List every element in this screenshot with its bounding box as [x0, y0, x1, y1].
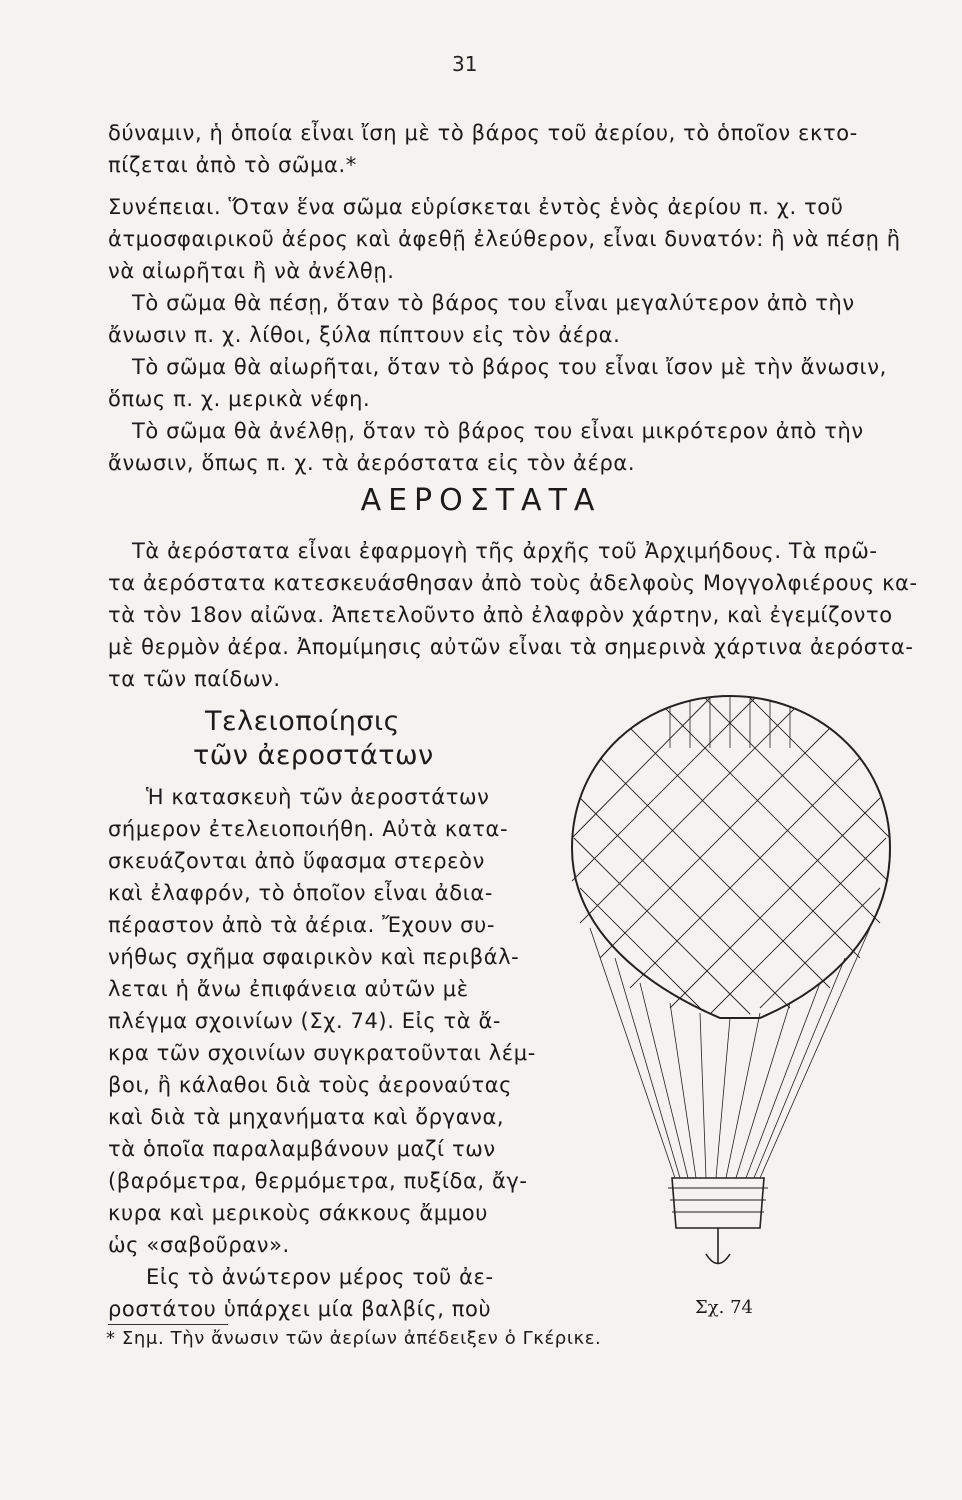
text-line: (βαρόμετρα, θερμόμετρα, πυξίδα, ἄγ- [108, 1169, 528, 1193]
balloon-illustration [560, 688, 900, 1288]
text-line: δύναμιν, ἡ ὁποία εἶναι ἴση μὲ τὸ βάρος τοῦ ἀερίου, τὸ ὁποῖον εκτο- [108, 121, 858, 145]
footnote-divider [108, 1324, 228, 1325]
text-line: νὰ αἰωρῆται ἢ νὰ ἀνέλθῃ. [108, 259, 395, 283]
text-line: ἄνωσιν, ὅπως π. χ. τὰ ἀερόστατα εἰς τὸν ἀέρα. [108, 451, 636, 475]
text-line: καὶ διὰ τὰ μηχανήματα καὶ ὄργανα, [108, 1105, 505, 1129]
text-line: Τὸ σῶμα θὰ ἀνέλθῃ, ὅταν τὸ βάρος του εἶναι μικρότερον ἀπὸ τὴν [132, 419, 864, 443]
text-line: Συνέπειαι. Ὅταν ἕνα σῶμα εὑρίσκεται ἐντὸς ἑνὸς ἀερίου π. χ. τοῦ [108, 195, 844, 219]
text-line: Εἰς τὸ ἀνώτερον μέρος τοῦ ἀε- [146, 1265, 494, 1289]
section-title: ΑΕΡΟΣΤΑΤΑ [360, 483, 602, 518]
text-line: τα ἀερόστατα κατεσκευάσθησαν ἀπὸ τοὺς ἀδελφοὺς Μογγολφιέρους κα- [108, 571, 918, 595]
text-line: νήθως σχῆμα σφαιρικὸν καὶ περιβάλ- [108, 945, 520, 969]
text-line: σήμερον ἐτελειοποιήθη. Αὐτὰ κατα- [108, 817, 509, 841]
text-line: τα τῶν παίδων. [108, 667, 281, 691]
text-line: τὰ τὸν 18ον αἰῶνα. Ἀπετελοῦντο ἀπὸ ἐλαφρὸν χάρτην, καὶ ἐγεμίζοντο [108, 603, 893, 627]
text-line: Τὸ σῶμα θὰ πέσῃ, ὅταν τὸ βάρος του εἶναι μεγαλύτερον ἀπὸ τὴν [132, 291, 855, 315]
text-line: βοι, ἢ κάλαθοι διὰ τοὺς ἀεροναύτας [108, 1073, 513, 1097]
text-line: ὅπως π. χ. μερικὰ νέφη. [108, 387, 371, 411]
text-line: κυρα καὶ μερικοὺς σάκκους ἄμμου [108, 1201, 488, 1225]
text-line: μὲ θερμὸν ἀέρα. Ἀπομίμησις αὐτῶν εἶναι τὰ σημερινὰ χάρτινα ἀερόστα- [108, 635, 914, 659]
text-line: πέραστον ἀπὸ τὰ ἀέρια. Ἔχουν συ- [108, 913, 496, 937]
subheading-line-2: τῶν ἀεροστάτων [193, 740, 434, 771]
text-line: Τὸ σῶμα θὰ αἰωρῆται, ὅταν τὸ βάρος του εἶναι ἴσον μὲ τὴν ἄνωσιν, [132, 355, 887, 379]
text-line: τὰ ὁποῖα παραλαμβάνουν μαζί των [108, 1137, 496, 1161]
text-line: λεται ἡ ἄνω ἐπιφάνεια αὐτῶν μὲ [108, 977, 469, 1001]
text-line: Τὰ ἀερόστατα εἶναι ἐφαρμογὴ τῆς ἀρχῆς τοῦ Ἀρχιμήδους. Τὰ πρῶ- [132, 539, 878, 563]
footnote: * Σημ. Τὴν ἄνωσιν τῶν ἀερίων ἀπέδειξεν ὁ Γκέρικε. [106, 1328, 602, 1349]
text-line: κρα τῶν σχοινίων συγκρατοῦνται λέμ- [108, 1041, 536, 1065]
text-line: ροστάτου ὑπάρχει μία βαλβίς, ποὺ [108, 1297, 492, 1321]
text-line: ἄνωσιν π. χ. λίθοι, ξύλα πίπτουν εἰς τὸν ἀέρα. [108, 323, 621, 347]
text-line: ὡς «σαβοῦραν». [108, 1233, 290, 1257]
text-line: πλέγμα σχοινίων (Σχ. 74). Εἰς τὰ ἄ- [108, 1009, 502, 1033]
text-line: ἀτμοσφαιρικοῦ ἀέρος καὶ ἀφεθῇ ἐλεύθερον, εἶναι δυνατόν: ἢ νὰ πέσῃ ἢ [108, 227, 901, 251]
text-line: πίζεται ἀπὸ τὸ σῶμα.* [108, 153, 357, 177]
text-line: σκευάζονται ἀπὸ ὕφασμα στερεὸν [108, 849, 485, 873]
page-number: 31 [452, 52, 478, 76]
subheading-line-1: Τελειοποίησις [205, 706, 400, 737]
figure-caption: Σχ. 74 [695, 1297, 753, 1318]
text-line: Ἡ κατασκευὴ τῶν ἀεροστάτων [146, 785, 490, 809]
text-line: καὶ ἐλαφρόν, τὸ ὁποῖον εἶναι ἀδια- [108, 881, 494, 905]
